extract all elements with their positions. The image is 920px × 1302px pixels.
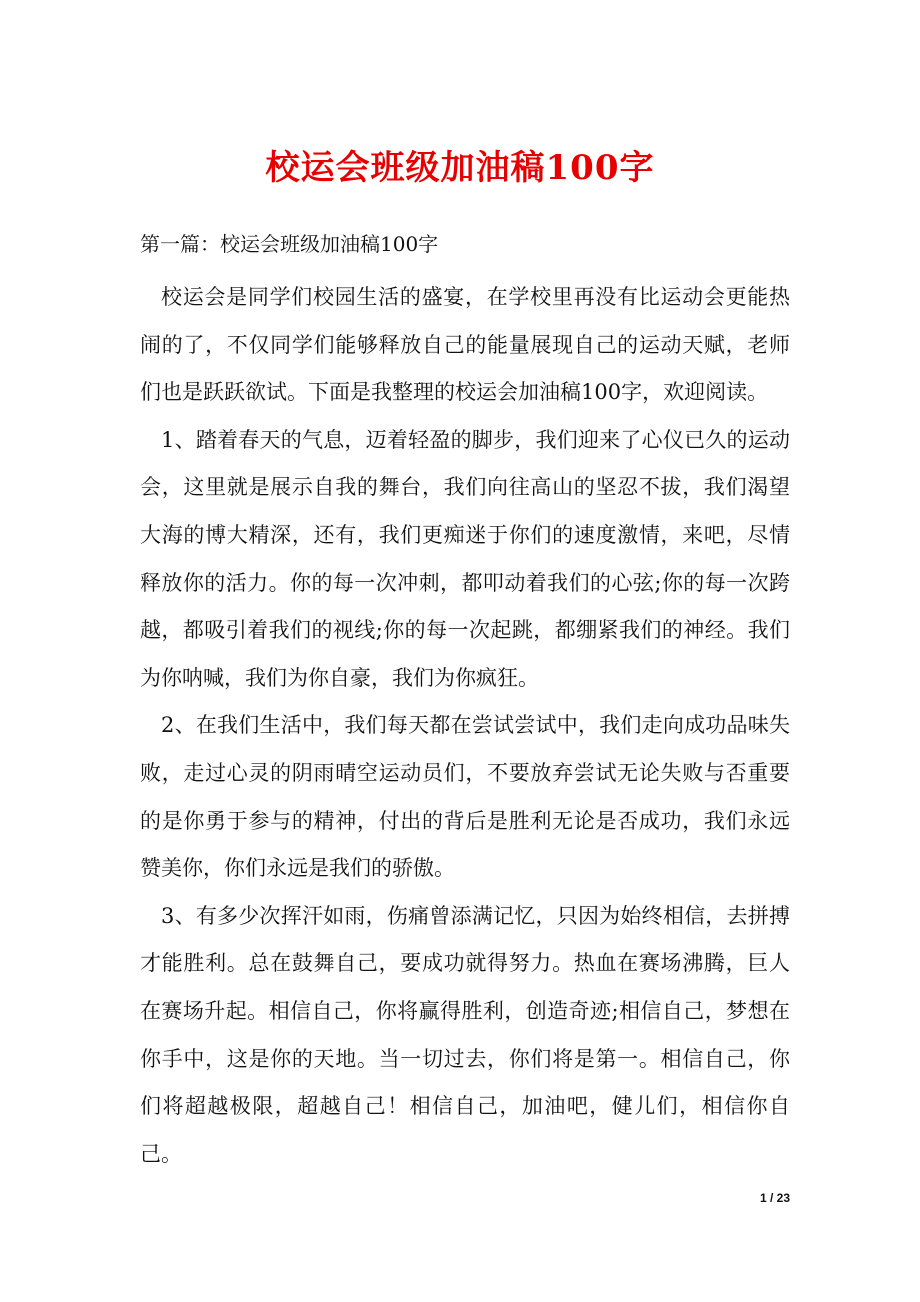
page-number: 1 / 23	[759, 1191, 790, 1205]
paragraph-1: 1、踏着春天的气息，迈着轻盈的脚步，我们迎来了心仪已久的运动会，这里就是展示自我的舞台，我们向往高山的坚忍不拔，我们渴望大海的博大精深，还有，我们更痴迷于你们的速度激情，来吧，尽情释放你的活力。你的每一次冲刺，都叩动着我们的心弦;你的每一次跨越，都吸引着我们的视线;你的每一次起跳，都绷紧我们的神经。我们为你呐喊，我们为你自豪，我们为你疯狂。	[140, 427, 790, 690]
document-title: 校运会班级加油稿100字	[265, 148, 655, 188]
paragraph-2: 2、在我们生活中，我们每天都在尝试尝试中，我们走向成功品味失败，走过心灵的阴雨晴空运动员们，不要放弃尝试无论失败与否重要的是你勇于参与的精神，付出的背后是胜利无论是否成功，我们永远赞美你，你们永远是我们的骄傲。	[140, 713, 790, 881]
paragraph-intro: 校运会是同学们校园生活的盛宴，在学校里再没有比运动会更能热闹的了，不仅同学们能够释放自己的能量展现自己的运动天赋，老师们也是跃跃欲试。下面是我整理的校运会加油稿100字，欢迎阅读。	[140, 285, 790, 405]
document-subtitle: 第一篇：校运会班级加油稿100字	[140, 232, 439, 256]
paragraph-3: 3、有多少次挥汗如雨，伤痛曾添满记忆，只因为始终相信，去拼搏才能胜利。总在鼓舞自己，要成功就得努力。热血在赛场沸腾，巨人在赛场升起。相信自己，你将赢得胜利，创造奇迹;相信自己，梦想在你手中，这是你的天地。当一切过去，你们将是第一。相信自己，你们将超越极限，超越自己！相信自己，加油吧，健儿们，相信你自己。	[140, 903, 790, 1166]
document-body	[140, 274, 790, 1178]
